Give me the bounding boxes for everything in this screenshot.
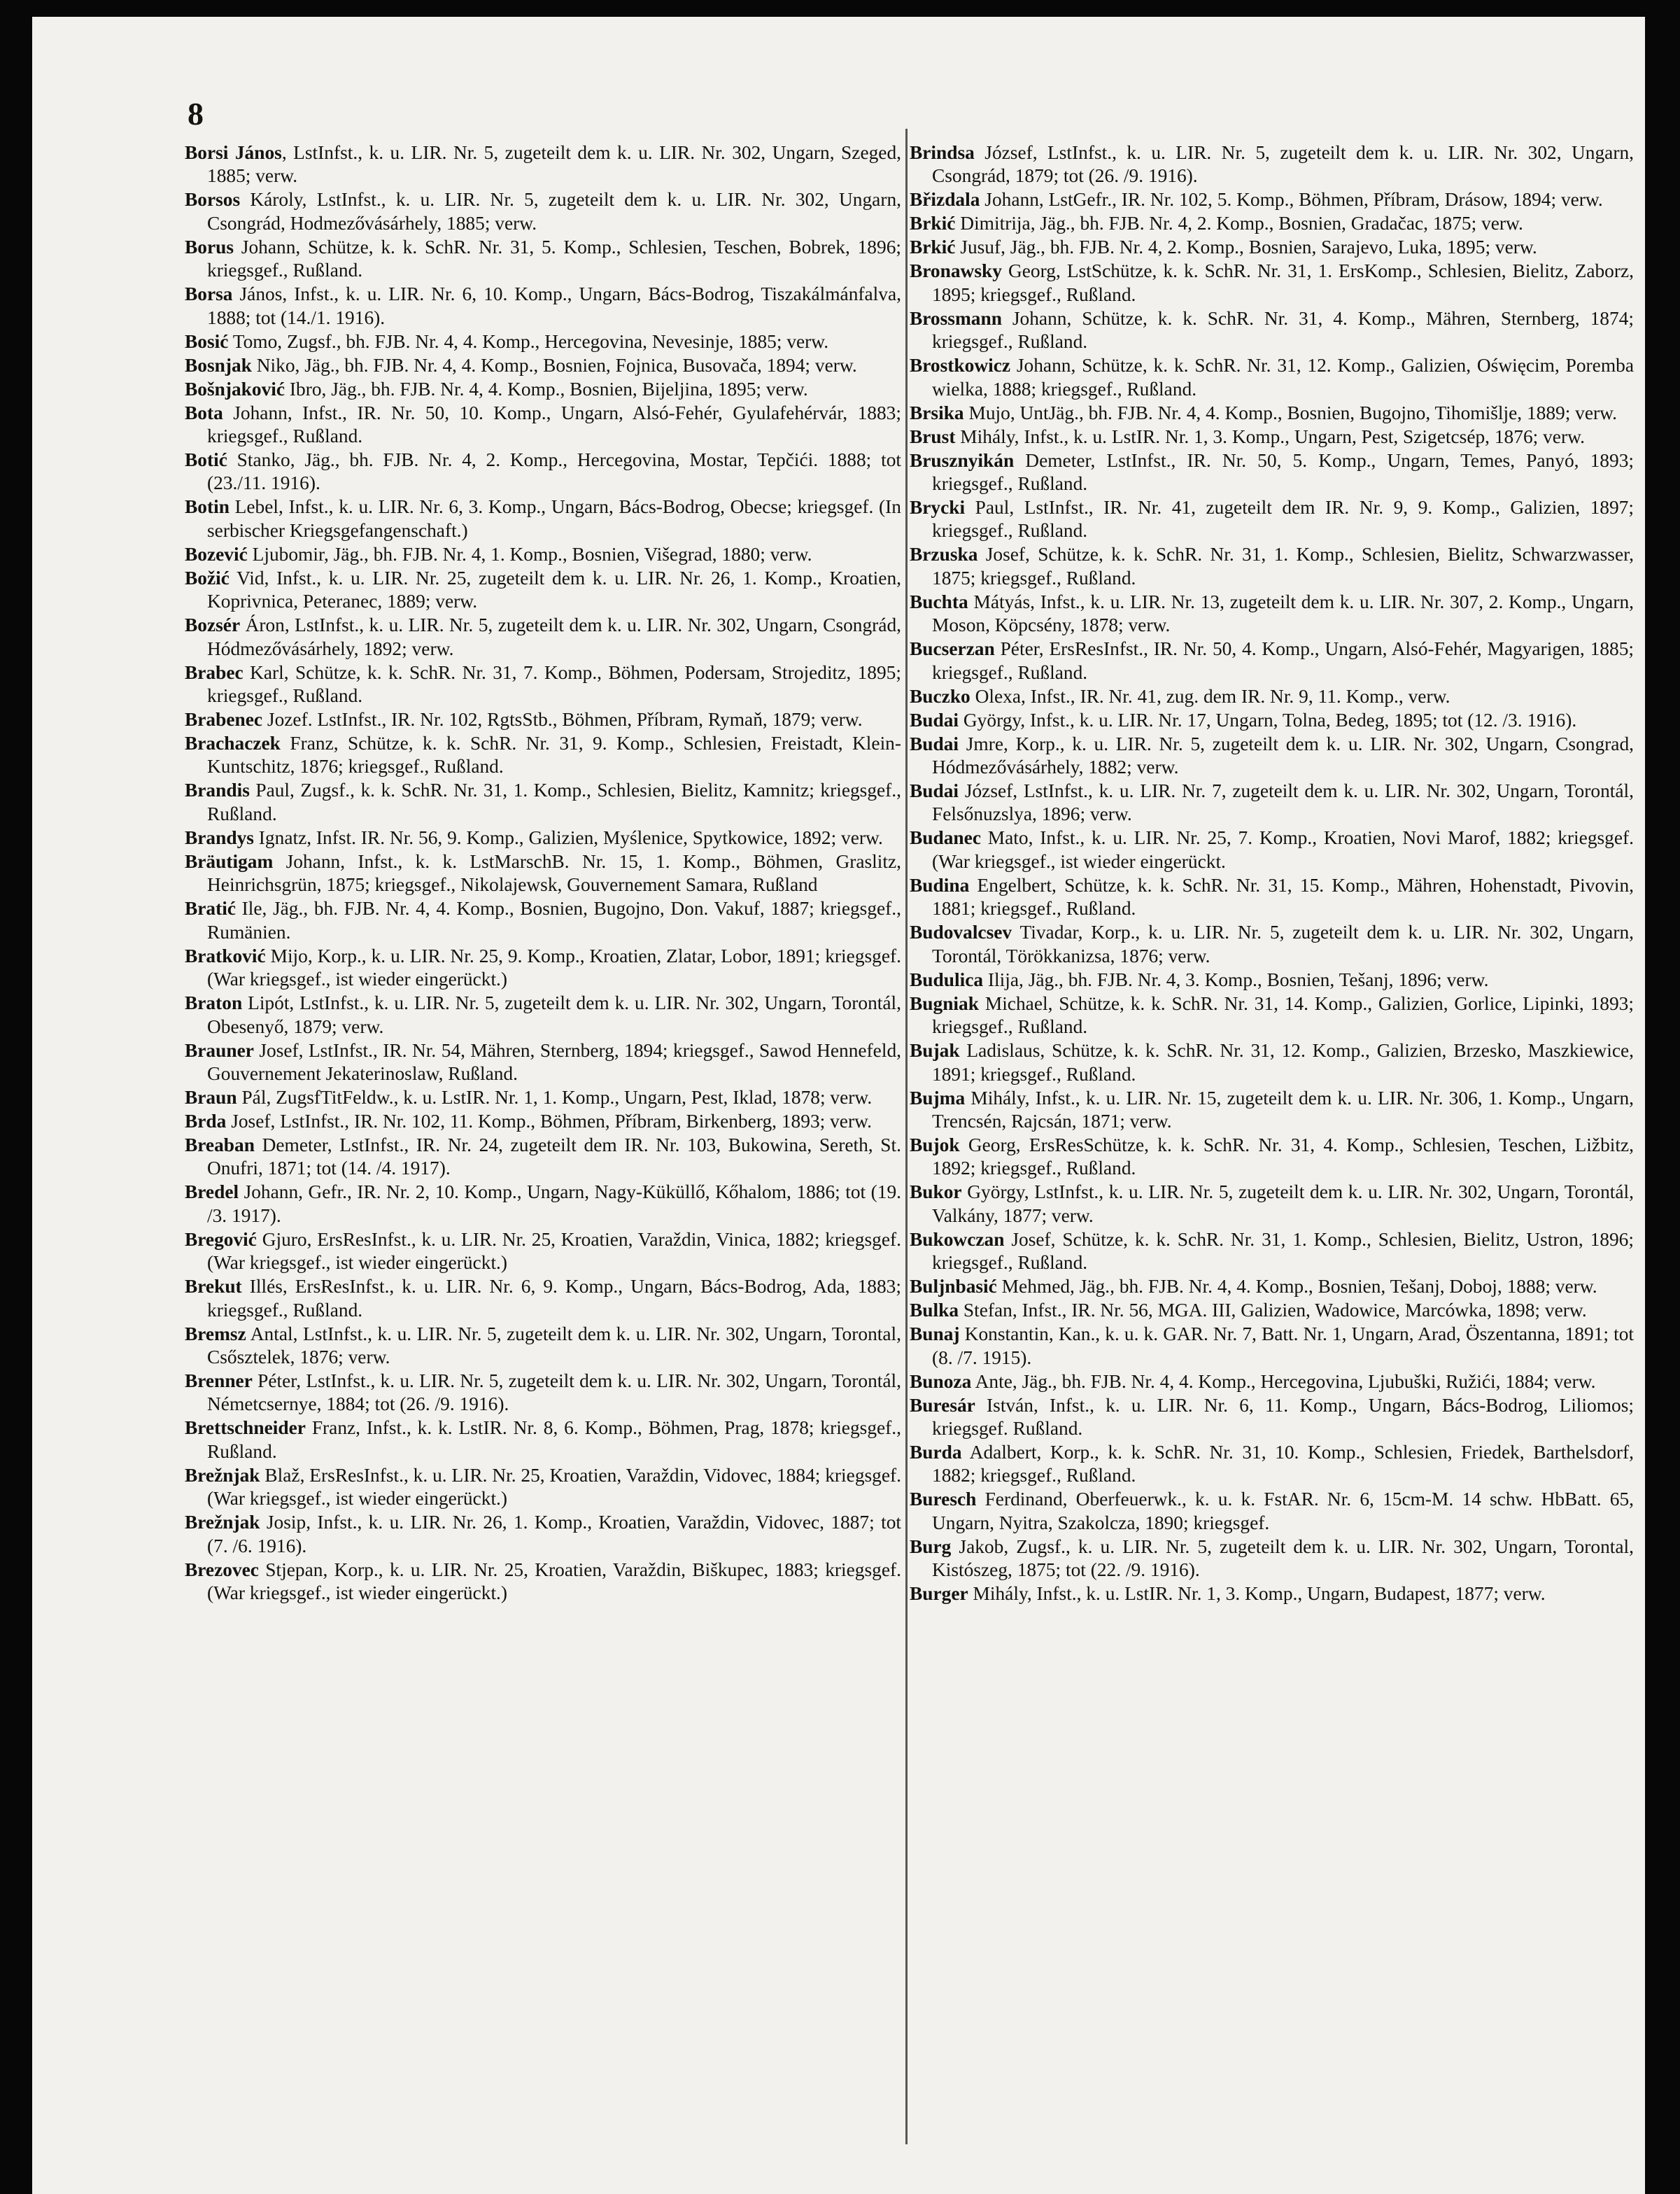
list-entry — [910, 212, 1634, 235]
entry-details: Johann, Schütze, k. k. SchR. Nr. 31, 5. Komp., Schlesien, Teschen, Bobrek, 1896; kriegsgef., Rußland. — [207, 236, 901, 281]
list-entry — [910, 1394, 1634, 1441]
left-column — [185, 141, 901, 1605]
list-entry — [185, 1181, 901, 1228]
list-entry — [910, 141, 1634, 188]
list-entry — [185, 1511, 901, 1558]
entry-surname: Bozević — [185, 543, 248, 565]
entry-details: Mato, Infst., k. u. LIR. Nr. 25, 7. Komp., Kroatien, Novi Marof, 1882; kriegsgef. (War kriegsgef., ist wieder eingerückt. — [932, 827, 1634, 872]
entry-surname: Buresch — [910, 1489, 977, 1510]
list-entry — [910, 1488, 1634, 1535]
entry-surname: Bosić — [185, 330, 229, 352]
entry-surname: Bulka — [910, 1300, 959, 1321]
entry-surname: Budai — [910, 733, 959, 754]
list-entry — [910, 1087, 1634, 1134]
entry-details: Paul, LstInfst., IR. Nr. 41, zugeteilt dem IR. Nr. 9, 9. Komp., Galizien, 1897; kriegsgef., Rußland. — [932, 497, 1634, 542]
entry-details: Jakob, Zugsf., k. u. LIR. Nr. 5, zugeteilt dem k. u. LIR. Nr. 302, Ungarn, Torontal, Kistószeg, 1875; tot (22. /9. 1916). — [932, 1535, 1634, 1581]
list-entry — [185, 1110, 901, 1133]
entry-details: Lebel, Infst., k. u. LIR. Nr. 6, 3. Komp., Ungarn, Bács-Bodrog, Obecse; kriegsgef. (In serbischer Kriegsgefangenschaft.) — [207, 496, 901, 541]
list-entry — [185, 827, 901, 850]
entry-surname: Brenner — [185, 1370, 253, 1391]
entry-surname: Bunoza — [910, 1370, 972, 1392]
entry-surname: Brossmann — [910, 307, 1002, 329]
page-number: 8 — [188, 96, 204, 132]
entry-surname: Božić — [185, 567, 230, 589]
entry-details: Péter, ErsResInfst., IR. Nr. 50, 4. Komp., Ungarn, Alsó-Fehér, Magyarigen, 1885; kriegsgef., Rußland. — [932, 638, 1634, 683]
list-entry — [910, 354, 1634, 401]
entry-surname: Brda — [185, 1110, 227, 1132]
entry-surname: Bucserzan — [910, 638, 995, 660]
entry-details: Károly, LstInfst., k. u. LIR. Nr. 5, zugeteilt dem k. u. LIR. Nr. 302, Ungarn, Csongrád, Hodmezővásárhely, 1885; verw. — [207, 189, 901, 234]
entry-details: Ibro, Jäg., bh. FJB. Nr. 4, 4. Komp., Bosnien, Bijeljina, 1895; verw. — [285, 378, 808, 400]
list-entry — [910, 1275, 1634, 1298]
entry-details: Johann, Gefr., IR. Nr. 2, 10. Komp., Ungarn, Nagy-Küküllő, Kőhalom, 1886; tot (19. /3. 1917). — [207, 1181, 901, 1226]
entry-details: Ile, Jäg., bh. FJB. Nr. 4, 4. Komp., Bosnien, Bugojno, Don. Vakuf, 1887; kriegsgef., Rumänien. — [207, 898, 901, 943]
list-entry — [185, 732, 901, 779]
list-entry — [910, 969, 1634, 992]
entry-details: Paul, Zugsf., k. k. SchR. Nr. 31, 1. Komp., Schlesien, Bielitz, Kamnitz; kriegsgef., Rußland. — [207, 780, 901, 824]
scanned-page — [32, 17, 1645, 2194]
entry-details: Mijo, Korp., k. u. LIR. Nr. 25, 9. Komp., Kroatien, Zlatar, Lobor, 1891; kriegsgef. (War kriegsgef., ist wieder eingerückt.) — [207, 945, 901, 990]
entry-details: Johann, Schütze, k. k. SchR. Nr. 31, 12. Komp., Galizien, Oświęcim, Poremba wielka, 1888; kriegsgef., Rußland. — [932, 355, 1634, 400]
entry-surname: Brezovec — [185, 1559, 259, 1580]
column-divider — [905, 129, 908, 2144]
entry-surname: Budai — [910, 709, 959, 731]
entry-details: Mihály, Infst., k. u. LIR. Nr. 15, zugeteilt dem k. u. LIR. Nr. 306, 1. Komp., Ungarn, Trencsén, Rajcsán, 1871; verw. — [932, 1087, 1634, 1132]
entry-details: Ferdinand, Oberfeuerwk., k. u. k. FstAR. Nr. 6, 15cm-M. 14 schw. HbBatt. 65, Ungarn, Nyitra, Szakolcza, 1890; kriegsgef. — [932, 1489, 1634, 1533]
entry-details: , LstInfst., k. u. LIR. Nr. 5, zugeteilt dem k. u. LIR. Nr. 302, Ungarn, Szeged, 1885; verw. — [207, 142, 901, 187]
entry-details: Georg, LstSchütze, k. k. SchR. Nr. 31, 1. ErsKomp., Schlesien, Bielitz, Zaborz, 1895; kriegsgef., Rußland. — [932, 260, 1634, 305]
entry-surname: Borus — [185, 236, 234, 258]
entry-surname: Brkić — [910, 237, 956, 258]
entry-surname: Brekut — [185, 1276, 242, 1298]
list-entry — [910, 1039, 1634, 1086]
entry-details: Karl, Schütze, k. k. SchR. Nr. 31, 7. Komp., Böhmen, Podersam, Strojeditz, 1895; kriegsgef., Rußland. — [207, 661, 901, 707]
entry-surname: Brandys — [185, 827, 254, 848]
entry-details: Demeter, LstInfst., IR. Nr. 24, zugeteilt dem IR. Nr. 103, Bukowina, Sereth, St. Onufri, 1871; tot (14. /4. 1917). — [207, 1134, 901, 1179]
entry-details: Konstantin, Kan., k. u. k. GAR. Nr. 7, Batt. Nr. 1, Ungarn, Arad, Öszentanna, 1891; tot (8. /7. 1915). — [932, 1323, 1634, 1368]
entry-surname: Burg — [910, 1535, 952, 1557]
entry-surname: Buchta — [910, 591, 968, 612]
entry-surname: Brkić — [910, 213, 956, 234]
list-entry — [910, 921, 1634, 968]
list-entry — [910, 260, 1634, 307]
entry-surname: Brindsa — [910, 142, 975, 163]
entry-surname: Bukor — [910, 1181, 962, 1203]
entry-surname: Borsos — [185, 189, 241, 211]
entry-surname: Bredel — [185, 1181, 239, 1203]
entry-surname: Brabenec — [185, 709, 263, 731]
list-entry — [185, 1275, 901, 1322]
list-entry — [910, 496, 1634, 543]
list-entry — [185, 449, 901, 495]
entry-details: Ignatz, Infst. IR. Nr. 56, 9. Komp., Galizien, Myślenice, Spytkowice, 1892; verw. — [253, 827, 883, 848]
entry-surname: Brežnjak — [185, 1512, 260, 1533]
entry-details: Vid, Infst., k. u. LIR. Nr. 25, zugeteilt dem k. u. LIR. Nr. 26, 1. Komp., Kroatien, Koprivnica, Peteranec, 1889; verw. — [207, 567, 901, 612]
list-entry — [910, 733, 1634, 780]
entry-details: Jozef. LstInfst., IR. Nr. 102, RgtsStb., Böhmen, Příbram, Rymaň, 1879; verw. — [262, 709, 863, 731]
list-entry — [910, 236, 1634, 259]
entry-surname: Brust — [910, 426, 956, 447]
list-entry — [185, 897, 901, 944]
list-entry — [910, 1299, 1634, 1322]
list-entry — [910, 307, 1634, 354]
list-entry — [910, 1323, 1634, 1370]
entry-details: Demeter, LstInfst., IR. Nr. 50, 5. Komp., Ungarn, Temes, Panyó, 1893; kriegsgef., Rußland. — [932, 449, 1634, 495]
entry-details: Áron, LstInfst., k. u. LIR. Nr. 5, zugeteilt dem k. u. LIR. Nr. 302, Ungarn, Csongrád, Hódmezővásárhely, 1892; verw. — [207, 614, 901, 659]
list-entry — [185, 779, 901, 826]
entry-surname: Budina — [910, 874, 970, 896]
list-entry — [185, 495, 901, 542]
entry-details: György, Infst., k. u. LIR. Nr. 17, Ungarn, Tolna, Bedeg, 1895; tot (12. /3. 1916). — [959, 709, 1577, 731]
list-entry — [910, 1134, 1634, 1181]
entry-details: István, Infst., k. u. LIR. Nr. 6, 11. Komp., Ungarn, Bács-Bodrog, Liliomos; kriegsgef. Rußland. — [932, 1394, 1634, 1439]
list-entry — [910, 402, 1634, 425]
list-entry — [185, 1228, 901, 1275]
entry-details: Jmre, Korp., k. u. LIR. Nr. 5, zugeteilt dem k. u. LIR. Nr. 302, Ungarn, Csongrad, Hódmezővásárhely, 1882; verw. — [932, 733, 1634, 778]
entry-details: Ljubomir, Jäg., bh. FJB. Nr. 4, 1. Komp., Bosnien, Višegrad, 1880; verw. — [247, 543, 812, 565]
entry-details: Olexa, Infst., IR. Nr. 41, zug. dem IR. Nr. 9, 11. Komp., verw. — [970, 685, 1450, 707]
entry-surname: Borsi János — [185, 142, 282, 163]
entry-details: Jusuf, Jäg., bh. FJB. Nr. 4, 2. Komp., Bosnien, Sarajevo, Luka, 1895; verw. — [955, 237, 1537, 258]
entry-surname: Bota — [185, 402, 223, 423]
entry-surname: Brsika — [910, 402, 964, 423]
list-entry — [185, 661, 901, 708]
entry-surname: Bukowczan — [910, 1228, 1005, 1250]
entry-details: Pál, ZugsfTitFeldw., k. u. LstIR. Nr. 1, 1. Komp., Ungarn, Pest, Iklad, 1878; verw. — [237, 1086, 873, 1108]
entry-surname: Brachaczek — [185, 733, 281, 754]
entry-surname: Bunaj — [910, 1323, 960, 1345]
entry-surname: Bregović — [185, 1228, 257, 1250]
list-entry — [910, 780, 1634, 827]
entry-surname: Buljnbasić — [910, 1276, 997, 1298]
list-entry — [185, 945, 901, 992]
entry-surname: Burda — [910, 1441, 962, 1463]
entry-details: Lipót, LstInfst., k. u. LIR. Nr. 5, zugeteilt dem k. u. LIR. Nr. 302, Ungarn, Torontál, Obesenyő, 1879; verw. — [207, 992, 901, 1037]
list-entry — [185, 1416, 901, 1463]
entry-details: János, Infst., k. u. LIR. Nr. 6, 10. Komp., Ungarn, Bács-Bodrog, Tiszakálmánfalva, 1888; tot (14./1. 1916). — [207, 283, 901, 328]
list-entry — [185, 1039, 901, 1086]
entry-details: Josef, LstInfst., IR. Nr. 54, Mähren, Sternberg, 1894; kriegsgef., Sawod Hennefeld, Gouvernement Jekaterinoslaw, Rußland. — [207, 1039, 901, 1084]
list-entry — [185, 850, 901, 897]
list-entry — [910, 1370, 1634, 1393]
list-entry — [185, 283, 901, 330]
entry-details: Tomo, Zugsf., bh. FJB. Nr. 4, 4. Komp., Hercegovina, Nevesinje, 1885; verw. — [228, 330, 829, 352]
entry-details: Johann, Infst., IR. Nr. 50, 10. Komp., Ungarn, Alsó-Fehér, Gyulafehérvár, 1883; kriegsgef., Rußland. — [207, 402, 901, 447]
entry-surname: Borsa — [185, 283, 233, 305]
right-column — [910, 141, 1634, 1606]
entry-details: Tivadar, Korp., k. u. LIR. Nr. 5, zugeteilt dem k. u. LIR. Nr. 302, Ungarn, Torontál, Törökkanizsa, 1876; verw. — [932, 922, 1634, 966]
entry-details: Mehmed, Jäg., bh. FJB. Nr. 4, 4. Komp., Bosnien, Tešanj, Doboj, 1888; verw. — [996, 1276, 1597, 1298]
list-entry — [185, 992, 901, 1039]
entry-details: Josef, Schütze, k. k. SchR. Nr. 31, 1. Komp., Schlesien, Bielitz, Ustron, 1896; kriegsgef., Rußland. — [932, 1228, 1634, 1274]
list-entry — [185, 1370, 901, 1416]
entry-surname: Brusznyikán — [910, 449, 1015, 471]
entry-surname: Brycki — [910, 497, 966, 519]
entry-surname: Budulica — [910, 969, 984, 990]
entry-details: Josef, LstInfst., IR. Nr. 102, 11. Komp., Böhmen, Příbram, Birkenberg, 1893; verw. — [226, 1110, 872, 1132]
entry-details: Dimitrija, Jäg., bh. FJB. Nr. 4, 2. Komp., Bosnien, Gradačac, 1875; verw. — [955, 213, 1523, 234]
entry-details: György, LstInfst., k. u. LIR. Nr. 5, zugeteilt dem k. u. LIR. Nr. 302, Ungarn, Torontál, Valkány, 1877; verw. — [932, 1181, 1634, 1226]
entry-surname: Bošnjaković — [185, 378, 285, 400]
entry-surname: Bujma — [910, 1087, 966, 1109]
list-entry — [185, 141, 901, 188]
entry-details: Mujo, UntJäg., bh. FJB. Nr. 4, 4. Komp., Bosnien, Bugojno, Tihomišlje, 1889; verw. — [963, 402, 1618, 423]
entry-surname: Braun — [185, 1086, 237, 1108]
list-entry — [185, 708, 901, 731]
entry-surname: Brežnjak — [185, 1464, 260, 1486]
entry-details: Georg, ErsResSchütze, k. k. SchR. Nr. 31, 4. Komp., Schlesien, Teschen, Ližbitz, 1892; kriegsgef., Rußland. — [932, 1134, 1634, 1179]
entry-details: Johann, Infst., k. k. LstMarschB. Nr. 15, 1. Komp., Böhmen, Graslitz, Heinrichsgrün, 1875; kriegsgef., Nikolajewsk, Gouvernement Samara, Rußland — [207, 850, 901, 896]
entry-details: Engelbert, Schütze, k. k. SchR. Nr. 31, 15. Komp., Mähren, Hohenstadt, Pivovin, 1881; kriegsgef., Rußland. — [932, 874, 1634, 920]
entry-details: József, LstInfst., k. u. LIR. Nr. 5, zugeteilt dem k. u. LIR. Nr. 302, Ungarn, Csongrád, 1879; tot (26. /9. 1916). — [932, 142, 1634, 187]
entry-details: Gjuro, ErsResInfst., k. u. LIR. Nr. 25, Kroatien, Varaždin, Vinica, 1882; kriegsgef. (War kriegsgef., ist wieder eingerückt.) — [207, 1228, 901, 1274]
entry-surname: Bratković — [185, 945, 266, 966]
list-entry — [910, 685, 1634, 708]
entry-surname: Bujok — [910, 1134, 960, 1155]
entry-details: Ilija, Jäg., bh. FJB. Nr. 4, 3. Komp., Bosnien, Tešanj, 1896; verw. — [983, 969, 1489, 990]
entry-surname: Bosnjak — [185, 354, 252, 376]
list-entry — [185, 378, 901, 401]
entry-details: Adalbert, Korp., k. k. SchR. Nr. 31, 10. Komp., Schlesien, Friedek, Barthelsdorf, 1882; kriegsgef., Rußland. — [932, 1441, 1634, 1486]
entry-surname: Braton — [185, 992, 243, 1014]
list-entry — [910, 188, 1634, 211]
entry-surname: Budanec — [910, 827, 981, 849]
entry-surname: Breaban — [185, 1134, 255, 1155]
entry-surname: Brettschneider — [185, 1417, 306, 1439]
entry-details: Stefan, Infst., IR. Nr. 56, MGA. III, Galizien, Wadowice, Marcówka, 1898; verw. — [959, 1300, 1587, 1321]
entry-surname: Břizdala — [910, 189, 980, 211]
entry-details: Ladislaus, Schütze, k. k. SchR. Nr. 31, 12. Komp., Galizien, Brzesko, Maszkiewice, 1891; kriegsgef., Rußland. — [932, 1040, 1634, 1085]
entry-surname: Buresár — [910, 1394, 975, 1416]
list-entry — [185, 1134, 901, 1181]
entry-details: Mihály, Infst., k. u. LstIR. Nr. 1, 3. Komp., Ungarn, Pest, Szigetcsép, 1876; verw. — [955, 426, 1585, 447]
entry-surname: Budovalcsev — [910, 922, 1012, 943]
entry-surname: Brabec — [185, 661, 243, 683]
entry-details: Ante, Jäg., bh. FJB. Nr. 4, 4. Komp., Hercegovina, Ljubuški, Ružići, 1884; verw. — [971, 1370, 1596, 1392]
list-entry — [910, 1228, 1634, 1275]
entry-surname: Bujak — [910, 1040, 960, 1062]
entry-details: Mihály, Infst., k. u. LstIR. Nr. 1, 3. Komp., Ungarn, Budapest, 1877; verw. — [968, 1583, 1546, 1605]
list-entry — [910, 874, 1634, 921]
entry-details: Stjepan, Korp., k. u. LIR. Nr. 25, Kroatien, Varaždin, Biškupec, 1883; kriegsgef. (War kriegsgef., ist wieder eingerückt.) — [207, 1559, 901, 1603]
entry-surname: Bremsz — [185, 1323, 246, 1344]
list-entry — [185, 330, 901, 353]
list-entry — [185, 1464, 901, 1511]
entry-surname: Bronawsky — [910, 260, 1002, 282]
list-entry — [910, 992, 1634, 1039]
entry-details: Niko, Jäg., bh. FJB. Nr. 4, 4. Komp., Bosnien, Fojnica, Busovača, 1894; verw. — [251, 354, 857, 376]
list-entry — [910, 638, 1634, 684]
entry-details: Péter, LstInfst., k. u. LIR. Nr. 5, zugeteilt dem k. u. LIR. Nr. 302, Ungarn, Torontál, Németcsernye, 1884; tot (26. /9. 1916). — [207, 1370, 901, 1415]
entry-surname: Brzuska — [910, 544, 978, 565]
entry-surname: Brauner — [185, 1039, 254, 1061]
list-entry — [185, 1559, 901, 1605]
entry-details: Michael, Schütze, k. k. SchR. Nr. 31, 14. Komp., Galizien, Gorlice, Lipinki, 1893; kriegsgef., Rußland. — [932, 992, 1634, 1038]
list-entry — [185, 188, 901, 235]
entry-details: Johann, Schütze, k. k. SchR. Nr. 31, 4. Komp., Mähren, Sternberg, 1874; kriegsgef., Rußland. — [932, 307, 1634, 353]
entry-surname: Buczko — [910, 685, 970, 707]
list-entry — [910, 449, 1634, 496]
entry-surname: Budai — [910, 780, 959, 802]
list-entry — [910, 709, 1634, 732]
entry-surname: Botin — [185, 496, 230, 518]
entry-details: József, LstInfst., k. u. LIR. Nr. 7, zugeteilt dem k. u. LIR. Nr. 302, Ungarn, Torontál, Felsőnuzslya, 1896; verw. — [932, 780, 1634, 825]
entry-surname: Bugniak — [910, 992, 979, 1014]
list-entry — [910, 1441, 1634, 1488]
list-entry — [910, 426, 1634, 449]
entry-details: Johann, LstGefr., IR. Nr. 102, 5. Komp., Böhmen, Příbram, Drásow, 1894; verw. — [980, 189, 1603, 211]
entry-surname: Bratić — [185, 898, 237, 920]
list-entry — [910, 827, 1634, 873]
entry-details: Josef, Schütze, k. k. SchR. Nr. 31, 1. Komp., Schlesien, Bielitz, Schwarzwasser, 1875; kriegsgef., Rußland. — [932, 544, 1634, 589]
entry-details: Franz, Infst., k. k. LstIR. Nr. 8, 6. Komp., Böhmen, Prag, 1878; kriegsgef., Rußland. — [207, 1417, 901, 1462]
entry-surname: Burger — [910, 1583, 968, 1605]
list-entry — [910, 1582, 1634, 1605]
entry-surname: Botić — [185, 449, 227, 471]
list-entry — [910, 1535, 1634, 1582]
entry-surname: Bozsér — [185, 614, 241, 636]
entry-details: Blaž, ErsResInfst., k. u. LIR. Nr. 25, Kroatien, Varaždin, Vidovec, 1884; kriegsgef. (War kriegsgef., ist wieder eingerückt.) — [207, 1464, 901, 1510]
entry-details: Illés, ErsResInfst., k. u. LIR. Nr. 6, 9. Komp., Ungarn, Bács-Bodrog, Ada, 1883; kriegsgef., Rußland. — [207, 1276, 901, 1321]
list-entry — [910, 1181, 1634, 1228]
list-entry — [185, 402, 901, 449]
entry-details: Antal, LstInfst., k. u. LIR. Nr. 5, zugeteilt dem k. u. LIR. Nr. 302, Ungarn, Torontal, Csősztelek, 1876; verw. — [207, 1323, 901, 1367]
entry-details: Stanko, Jäg., bh. FJB. Nr. 4, 2. Komp., Hercegovina, Mostar, Tepčići. 1888; tot (23./11. 1916). — [207, 449, 901, 494]
entry-surname: Bräutigam — [185, 850, 274, 872]
list-entry — [185, 236, 901, 283]
entry-details: Mátyás, Infst., k. u. LIR. Nr. 13, zugeteilt dem k. u. LIR. Nr. 307, 2. Komp., Ungarn, Moson, Köpcsény, 1878; verw. — [932, 591, 1634, 636]
list-entry — [185, 1086, 901, 1109]
entry-details: Franz, Schütze, k. k. SchR. Nr. 31, 9. Komp., Schlesien, Freistadt, Klein-Kuntschitz, 1876; kriegsgef., Rußland. — [207, 733, 901, 778]
list-entry — [910, 591, 1634, 638]
list-entry — [910, 543, 1634, 590]
list-entry — [185, 543, 901, 566]
list-entry — [185, 567, 901, 614]
list-entry — [185, 354, 901, 377]
entry-surname: Brandis — [185, 780, 250, 801]
entry-details: Josip, Infst., k. u. LIR. Nr. 26, 1. Komp., Kroatien, Varaždin, Vidovec, 1887; tot (7. /6. 1916). — [207, 1512, 901, 1556]
list-entry — [185, 1323, 901, 1370]
entry-surname: Brostkowicz — [910, 355, 1011, 377]
list-entry — [185, 614, 901, 661]
